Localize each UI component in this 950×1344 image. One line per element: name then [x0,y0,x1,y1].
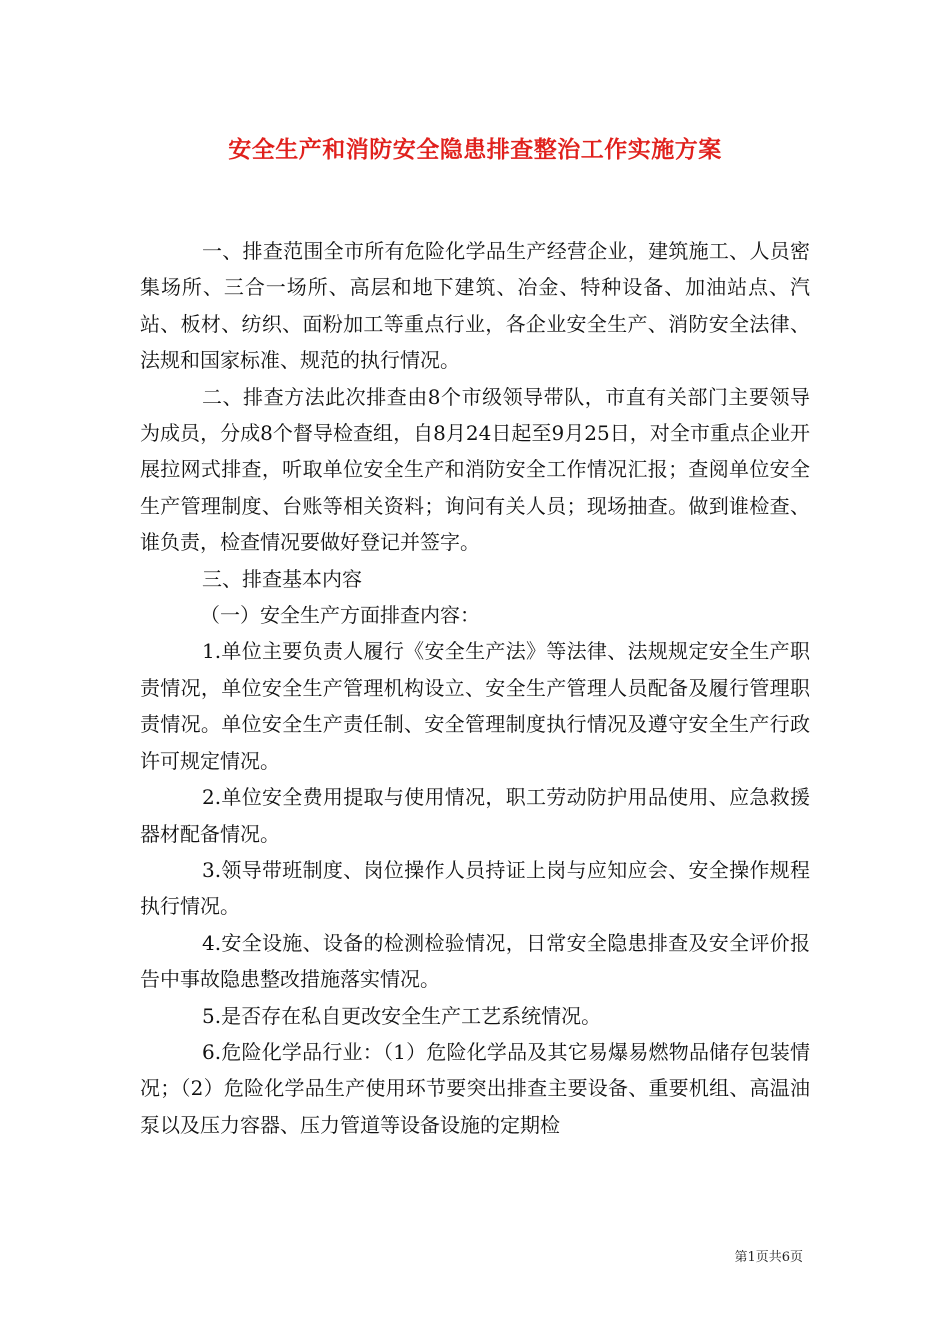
list-item-3: 3.领导带班制度、岗位操作人员持证上岗与应知应会、安全操作规程执行情况。 [140,857,810,919]
list-item-2: 2.单位安全费用提取与使用情况，职工劳动防护用品使用、应急救援器材配备情况。 [140,785,810,846]
list-item-4: 4.安全设施、设备的检测检验情况，日常安全隐患排查及安全评价报告中事故隐患整改措施落实情况。 [140,930,810,992]
list-item-6: 6.危险化学品行业：（1）危险化学品及其它易爆易燃物品储存包装情况；（2）危险化学品生产使用环节要突出排查主要设备、重要机组、高温油泵以及压力容器、压力管道等设备设施的定期检 [140,1039,810,1137]
document-title: 安全生产和消防安全隐患排查整治工作实施方案 [228,136,722,163]
list-item-5: 5.是否存在私自更改安全生产工艺系统情况。 [202,1003,602,1028]
page-number: 第1页共6页 [734,1250,803,1265]
paragraph-scope: 一、排查范围全市所有危险化学品生产经营企业，建筑施工、人员密集场所、三合一场所、高层和地下建筑、冶金、特种设备、加油站点、汽站、板材、纺织、面粉加工等重点行业，各企业安全生产、消防安全法律、法规和国家标准、规范的执行情况。 [140,239,810,373]
subsection-heading-safety: （一）安全生产方面排查内容： [200,603,480,628]
document-body [140,233,810,1143]
section-heading-content: 三、排查基本内容 [202,566,362,591]
paragraph-method: 二、排查方法此次排查由8个市级领导带队，市直有关部门主要领导为成员，分成8个督导检查组，自8月24日起至9月25日，对全市重点企业开展拉网式排查，听取单位安全生产和消防安全工作情况汇报；查阅单位安全生产管理制度、台账等相关资料；询问有关人员；现场抽查。做到谁检查、谁负责，检查情况要做好登记并签字。 [140,384,810,555]
list-item-1: 1.单位主要负责人履行《安全生产法》等法律、法规规定安全生产职责情况，单位安全生产管理机构设立、安全生产管理人员配备及履行管理职责情况。单位安全生产责任制、安全管理制度执行情况及遵守安全生产行政许可规定情况。 [140,639,810,773]
